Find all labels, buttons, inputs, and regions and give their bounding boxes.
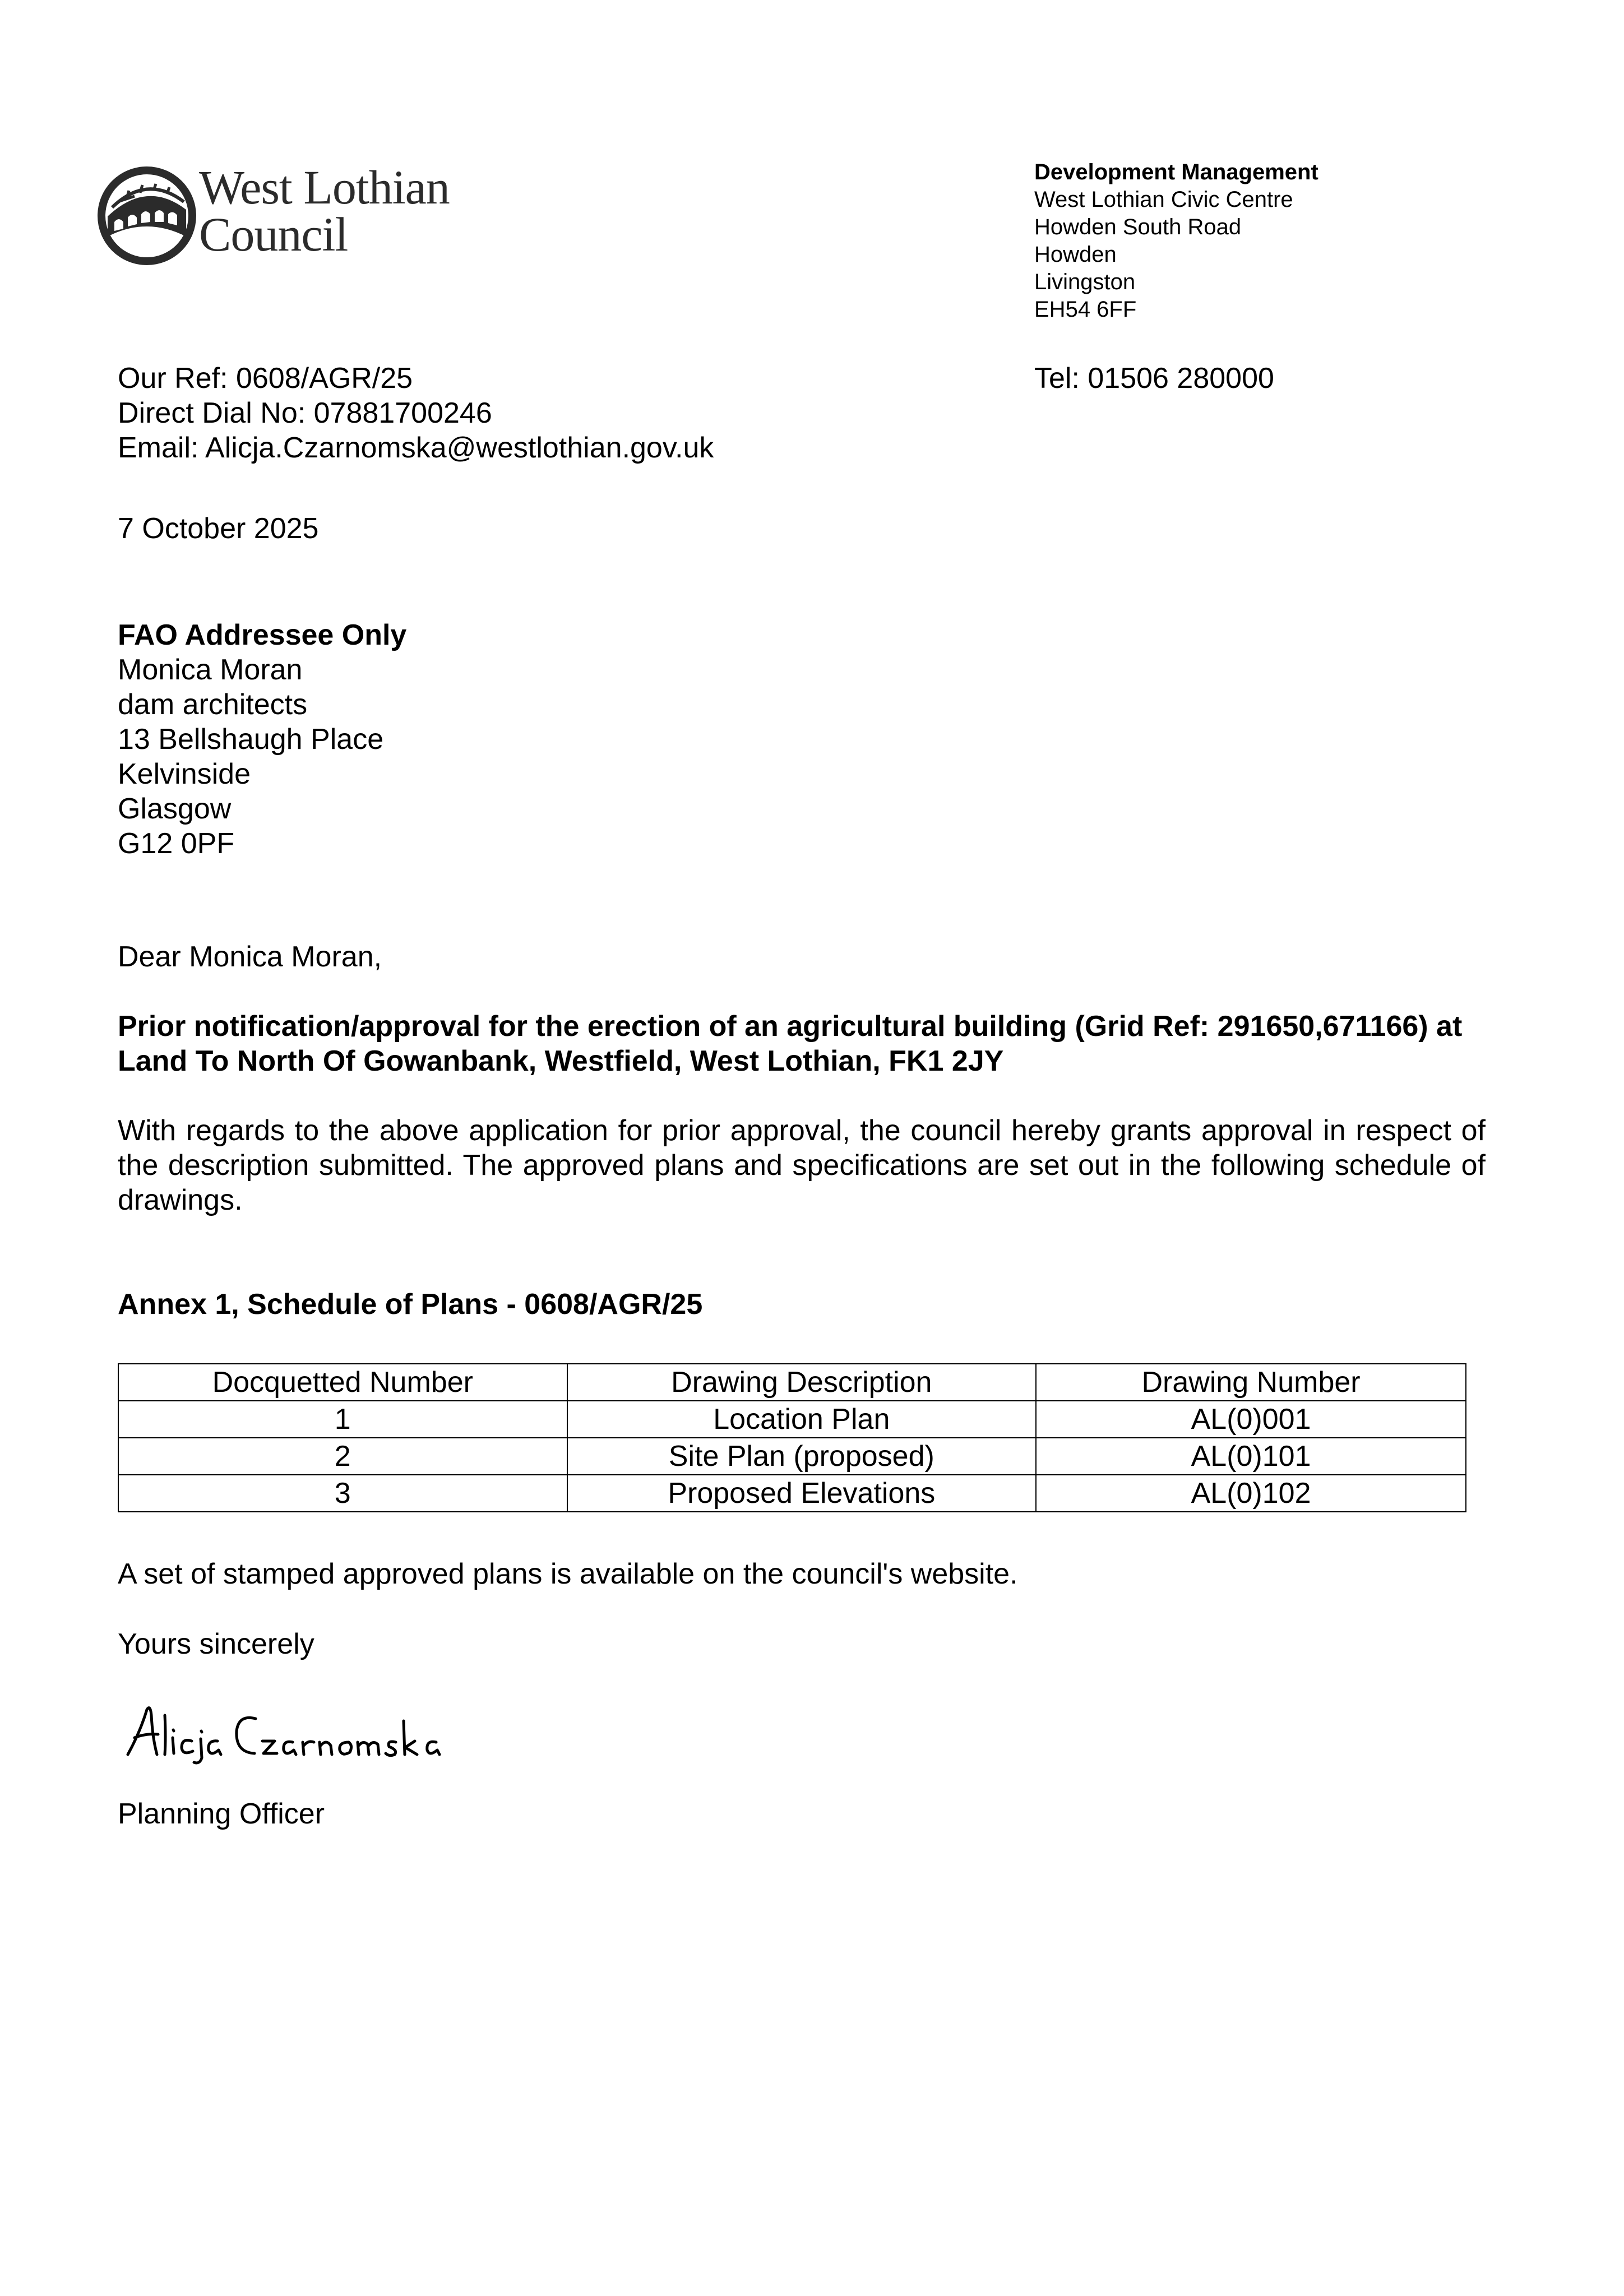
address-line: Howden South Road bbox=[1034, 215, 1242, 239]
handwritten-signature bbox=[118, 1698, 454, 1766]
table-row bbox=[118, 1475, 1466, 1512]
our-ref: Our Ref: 0608/AGR/25 bbox=[118, 362, 413, 395]
telephone: Tel: 01506 280000 bbox=[1034, 362, 1274, 395]
address-line: Howden bbox=[1034, 242, 1117, 267]
greeting: Dear Monica Moran, bbox=[118, 941, 382, 973]
table-cell: AL(0)001 bbox=[1036, 1401, 1466, 1438]
table-cell: 1 bbox=[118, 1401, 567, 1438]
address-line: West Lothian Civic Centre bbox=[1034, 187, 1293, 212]
address-line: Livingston bbox=[1034, 270, 1136, 294]
recipient-line: G12 0PF bbox=[118, 827, 235, 860]
table-header-row bbox=[118, 1364, 1466, 1401]
recipient-line: Glasgow bbox=[118, 793, 232, 825]
recipient-line: Monica Moran bbox=[118, 654, 303, 686]
logo-line-2: Council bbox=[199, 207, 348, 261]
recipient-line: Kelvinside bbox=[118, 758, 251, 790]
fao-line: FAO Addressee Only bbox=[118, 619, 407, 651]
plans-table bbox=[118, 1363, 1466, 1512]
viaduct-emblem-icon bbox=[98, 166, 196, 265]
body-paragraph: With regards to the above application for prior approval, the council hereby grants approval in respect of the description submitted. The approved plans and specifications are set out in the following schedule of drawings. bbox=[118, 1114, 1486, 1216]
recipient-line: dam architects bbox=[118, 688, 308, 721]
department-address-block bbox=[1034, 159, 1318, 323]
logo-line-1: West Lothian bbox=[199, 160, 450, 214]
table-cell: Proposed Elevations bbox=[567, 1475, 1037, 1512]
letter-date: 7 October 2025 bbox=[118, 512, 319, 545]
reference-block bbox=[118, 361, 714, 465]
table-cell: AL(0)101 bbox=[1036, 1438, 1466, 1475]
recipient-line: 13 Bellshaugh Place bbox=[118, 723, 384, 756]
website-note: A set of stamped approved plans is available on the council's website. bbox=[118, 1558, 1018, 1590]
closing: Yours sincerely bbox=[118, 1628, 314, 1660]
table-cell: Location Plan bbox=[567, 1401, 1037, 1438]
council-logo-text bbox=[199, 160, 450, 261]
recipient-address bbox=[118, 618, 406, 861]
table-cell: AL(0)102 bbox=[1036, 1475, 1466, 1512]
table-header-cell: Drawing Description bbox=[567, 1364, 1037, 1401]
table-header-cell: Docquetted Number bbox=[118, 1364, 567, 1401]
address-line: EH54 6FF bbox=[1034, 297, 1137, 322]
table-row bbox=[118, 1401, 1466, 1438]
table-row bbox=[118, 1438, 1466, 1475]
officer-title: Planning Officer bbox=[118, 1798, 325, 1830]
table-cell: 2 bbox=[118, 1438, 567, 1475]
table-cell: Site Plan (proposed) bbox=[567, 1438, 1037, 1475]
subject-heading: Prior notification/approval for the erection of an agricultural building (Grid Ref: 291650,671166) at Land To North Of Gowanbank, Westfield, West Lothian, FK1 2JY bbox=[118, 1010, 1463, 1077]
direct-dial: Direct Dial No: 07881700246 bbox=[118, 397, 492, 429]
table-header-cell: Drawing Number bbox=[1036, 1364, 1466, 1401]
annex-title: Annex 1, Schedule of Plans - 0608/AGR/25 bbox=[118, 1288, 703, 1321]
table-cell: 3 bbox=[118, 1475, 567, 1512]
department-name: Development Management bbox=[1034, 160, 1318, 184]
email: Email: Alicja.Czarnomska@westlothian.gov.uk bbox=[118, 432, 714, 464]
